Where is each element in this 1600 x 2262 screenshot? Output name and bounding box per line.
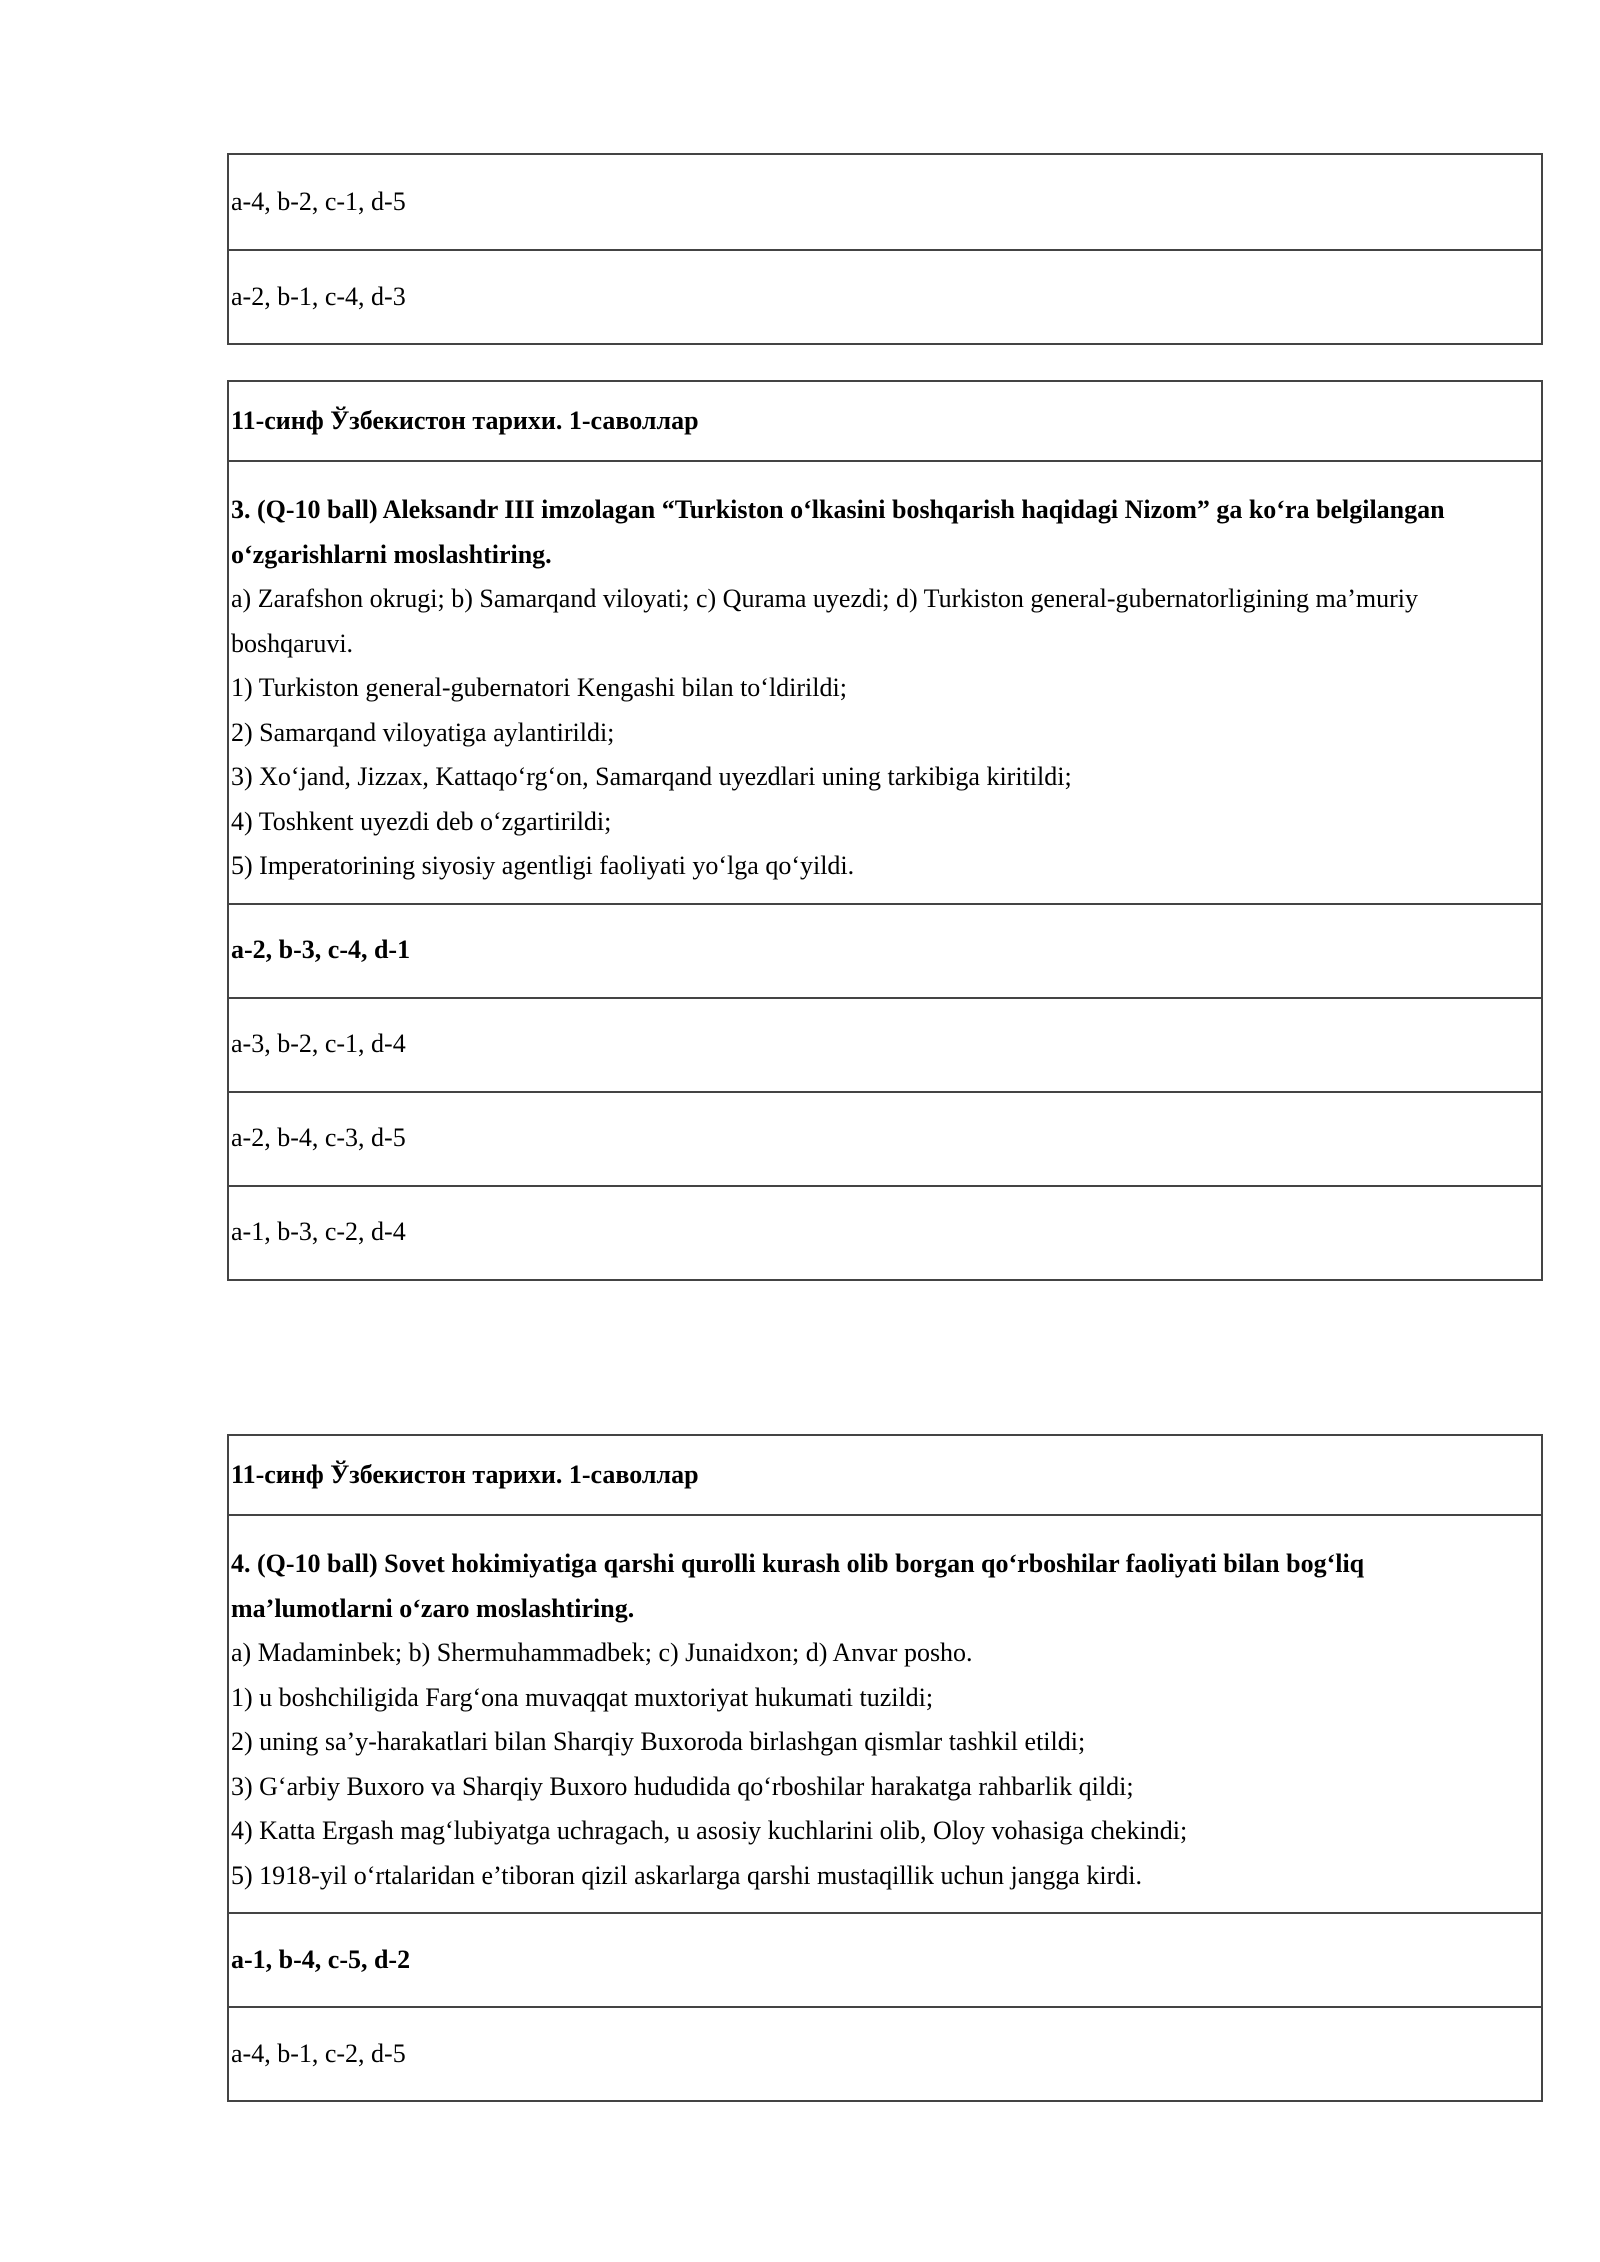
question-line: a) Zarafshon okrugi; b) Samarqand viloyati; c) Qurama uyezdi; d) Turkiston general-gubernatorligining ma’muriy boshqaruvi. [231, 584, 1419, 658]
question-line: 4) Katta Ergash mag‘lubiyatga uchragach, u asosiy kuchlarini olib, Oloy vohasiga chekindi; [231, 1816, 1188, 1845]
answer-option[interactable]: a-3, b-2, c-1, d-4 [229, 997, 1541, 1091]
question-line: 4) Toshkent uyezdi deb o‘zgartirildi; [231, 806, 612, 836]
question-line: 1) Turkiston general-gubernatori Kengashi bilan to‘ldirildi; [231, 673, 847, 702]
question-table-4 [227, 1434, 1543, 2102]
question-title: 3. (Q-10 ball) Aleksandr III imzolagan “Turkiston o‘lkasini boshqarish haqidagi Nizom” ga ko‘ra belgilangan o‘zgarishlarni moslashtiring. [231, 495, 1445, 569]
section-header: 11-синф Ўзбекистон тарихи. 1-саволлар [231, 1459, 699, 1489]
section-header: 11-синф Ўзбекистон тарихи. 1-саволлар [231, 405, 699, 435]
question-body [229, 460, 1541, 903]
answer-option[interactable]: a-1, b-3, c-2, d-4 [229, 1185, 1541, 1279]
question-line: 1) u boshchiligida Farg‘ona muvaqqat muxtoriyat hukumati tuzildi; [231, 1682, 934, 1712]
answer-option-correct[interactable]: a-1, b-4, c-5, d-2 [229, 1912, 1541, 2006]
question-line: 3) Xo‘jand, Jizzax, Kattaqo‘rg‘on, Samarqand uyezdlari uning tarkibiga kiritildi; [231, 762, 1072, 791]
question-line: 2) Samarqand viloyatiga aylantirildi; [231, 717, 615, 747]
question-line: a) Madaminbek; b) Shermuhammadbek; c) Junaidxon; d) Anvar posho. [231, 1638, 973, 1667]
answer-option[interactable]: a-2, b-1, c-4, d-3 [229, 249, 1541, 343]
answer-option[interactable]: a-4, b-2, c-1, d-5 [231, 186, 406, 216]
question-line: 2) uning sa’y-harakatlari bilan Sharqiy Buxoroda birlashgan qismlar tashkil etildi; [231, 1727, 1086, 1756]
question-table-3 [227, 380, 1543, 1281]
question-title: 4. (Q-10 ball) Sovet hokimiyatiga qarshi qurolli kurash olib borgan qo‘rboshilar faoliyati bilan bog‘liq ma’lumotlarni o‘zaro moslashtiring. [231, 1549, 1365, 1623]
answer-table-continued [227, 153, 1543, 345]
question-line: 5) 1918-yil o‘rtalaridan e’tiboran qizil askarlarga qarshi mustaqillik uchun jangga kirdi. [231, 1860, 1142, 1890]
question-line: 5) Imperatorining siyosiy agentligi faoliyati yo‘lga qo‘yildi. [231, 851, 855, 880]
answer-option[interactable]: a-2, b-4, c-3, d-5 [229, 1091, 1541, 1185]
question-body [229, 1514, 1541, 1912]
question-line: 3) G‘arbiy Buxoro va Sharqiy Buxoro hududida qo‘rboshilar harakatga rahbarlik qildi; [231, 1771, 1134, 1801]
answer-option-correct[interactable]: a-2, b-3, c-4, d-1 [229, 903, 1541, 997]
answer-option[interactable]: a-4, b-1, c-2, d-5 [229, 2006, 1541, 2100]
